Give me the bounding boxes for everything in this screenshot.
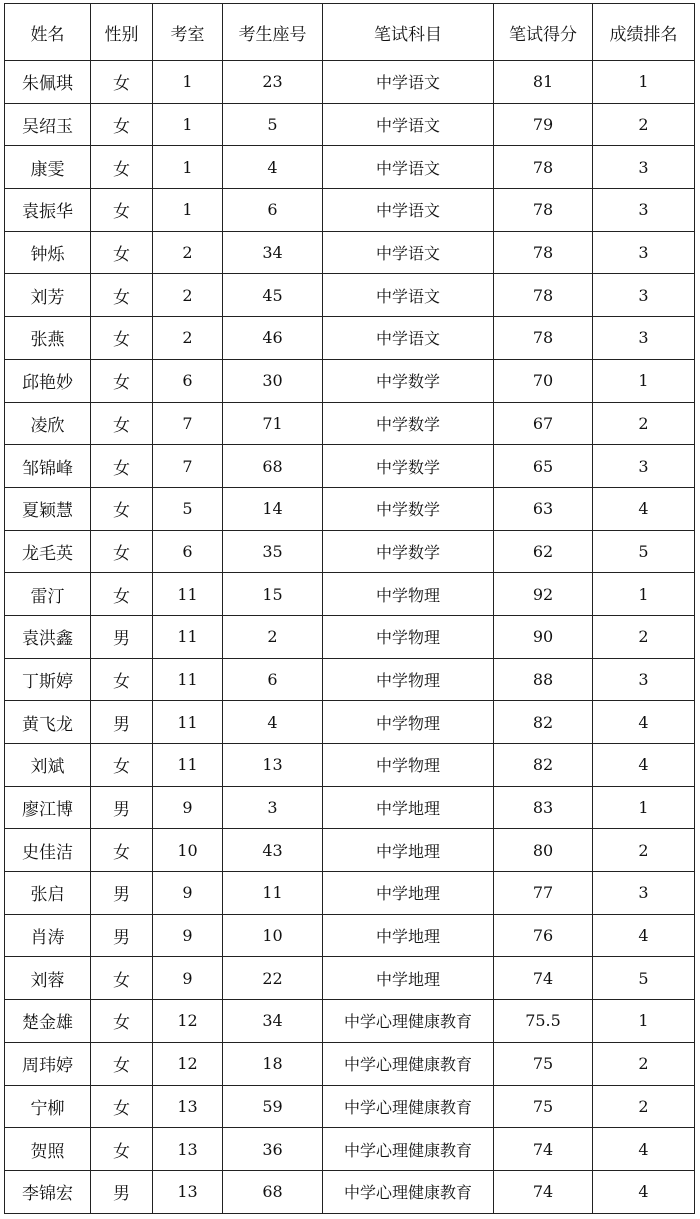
table-row bbox=[5, 317, 695, 360]
cell-gender: 女 bbox=[91, 402, 153, 445]
cell-gender: 女 bbox=[91, 1042, 153, 1085]
cell-subject: 中学心理健康教育 bbox=[323, 1042, 494, 1085]
cell-score: 78 bbox=[494, 231, 593, 274]
cell-rank: 4 bbox=[593, 487, 695, 530]
cell-subject: 中学心理健康教育 bbox=[323, 1170, 494, 1213]
cell-subject: 中学物理 bbox=[323, 701, 494, 744]
header-name: 姓名 bbox=[5, 4, 91, 61]
cell-subject: 中学地理 bbox=[323, 786, 494, 829]
cell-exam-room: 2 bbox=[153, 317, 223, 360]
cell-exam-room: 9 bbox=[153, 914, 223, 957]
table-row bbox=[5, 445, 695, 488]
table-row bbox=[5, 957, 695, 1000]
cell-seat-number: 11 bbox=[223, 872, 323, 915]
cell-seat-number: 46 bbox=[223, 317, 323, 360]
cell-exam-room: 7 bbox=[153, 445, 223, 488]
cell-subject: 中学语文 bbox=[323, 231, 494, 274]
table-row bbox=[5, 274, 695, 317]
cell-gender: 女 bbox=[91, 530, 153, 573]
cell-score: 74 bbox=[494, 957, 593, 1000]
cell-name: 刘蓉 bbox=[5, 957, 91, 1000]
cell-exam-room: 13 bbox=[153, 1128, 223, 1171]
cell-rank: 5 bbox=[593, 530, 695, 573]
cell-exam-room: 5 bbox=[153, 487, 223, 530]
cell-name: 朱佩琪 bbox=[5, 61, 91, 104]
cell-exam-room: 11 bbox=[153, 615, 223, 658]
cell-exam-room: 9 bbox=[153, 957, 223, 1000]
cell-name: 史佳洁 bbox=[5, 829, 91, 872]
cell-name: 廖江博 bbox=[5, 786, 91, 829]
cell-name: 丁斯婷 bbox=[5, 658, 91, 701]
header-gender: 性别 bbox=[91, 4, 153, 61]
cell-gender: 女 bbox=[91, 573, 153, 616]
table-row bbox=[5, 103, 695, 146]
cell-name: 康雯 bbox=[5, 146, 91, 189]
cell-exam-room: 2 bbox=[153, 274, 223, 317]
cell-name: 钟烁 bbox=[5, 231, 91, 274]
cell-subject: 中学数学 bbox=[323, 359, 494, 402]
cell-gender: 女 bbox=[91, 445, 153, 488]
cell-name: 张启 bbox=[5, 872, 91, 915]
cell-score: 62 bbox=[494, 530, 593, 573]
cell-subject: 中学语文 bbox=[323, 61, 494, 104]
cell-rank: 2 bbox=[593, 829, 695, 872]
cell-seat-number: 2 bbox=[223, 615, 323, 658]
cell-gender: 女 bbox=[91, 274, 153, 317]
cell-seat-number: 6 bbox=[223, 658, 323, 701]
cell-seat-number: 18 bbox=[223, 1042, 323, 1085]
cell-subject: 中学数学 bbox=[323, 487, 494, 530]
table-row bbox=[5, 829, 695, 872]
table-row bbox=[5, 573, 695, 616]
cell-name: 李锦宏 bbox=[5, 1170, 91, 1213]
table-row bbox=[5, 914, 695, 957]
cell-rank: 2 bbox=[593, 1042, 695, 1085]
cell-seat-number: 6 bbox=[223, 189, 323, 232]
table-row bbox=[5, 786, 695, 829]
cell-exam-room: 6 bbox=[153, 530, 223, 573]
cell-rank: 4 bbox=[593, 1170, 695, 1213]
cell-exam-room: 1 bbox=[153, 61, 223, 104]
table-row bbox=[5, 658, 695, 701]
cell-name: 贺照 bbox=[5, 1128, 91, 1171]
cell-rank: 1 bbox=[593, 61, 695, 104]
cell-subject: 中学心理健康教育 bbox=[323, 1000, 494, 1043]
table-row bbox=[5, 189, 695, 232]
cell-rank: 4 bbox=[593, 744, 695, 787]
cell-score: 80 bbox=[494, 829, 593, 872]
cell-score: 79 bbox=[494, 103, 593, 146]
cell-gender: 女 bbox=[91, 231, 153, 274]
cell-rank: 3 bbox=[593, 231, 695, 274]
cell-rank: 1 bbox=[593, 573, 695, 616]
cell-seat-number: 23 bbox=[223, 61, 323, 104]
cell-name: 龙毛英 bbox=[5, 530, 91, 573]
cell-score: 77 bbox=[494, 872, 593, 915]
cell-name: 肖涛 bbox=[5, 914, 91, 957]
table-row bbox=[5, 1128, 695, 1171]
cell-exam-room: 1 bbox=[153, 146, 223, 189]
cell-rank: 5 bbox=[593, 957, 695, 1000]
cell-score: 81 bbox=[494, 61, 593, 104]
cell-score: 78 bbox=[494, 317, 593, 360]
cell-gender: 女 bbox=[91, 957, 153, 1000]
table-row bbox=[5, 1170, 695, 1213]
cell-gender: 女 bbox=[91, 189, 153, 232]
cell-seat-number: 36 bbox=[223, 1128, 323, 1171]
cell-subject: 中学心理健康教育 bbox=[323, 1085, 494, 1128]
cell-rank: 4 bbox=[593, 914, 695, 957]
cell-exam-room: 9 bbox=[153, 786, 223, 829]
cell-score: 82 bbox=[494, 744, 593, 787]
cell-name: 黄飞龙 bbox=[5, 701, 91, 744]
table-row bbox=[5, 146, 695, 189]
header-subject: 笔试科目 bbox=[323, 4, 494, 61]
cell-subject: 中学地理 bbox=[323, 914, 494, 957]
cell-score: 75 bbox=[494, 1042, 593, 1085]
cell-exam-room: 12 bbox=[153, 1000, 223, 1043]
cell-seat-number: 34 bbox=[223, 231, 323, 274]
table-row bbox=[5, 487, 695, 530]
cell-subject: 中学语文 bbox=[323, 103, 494, 146]
cell-score: 88 bbox=[494, 658, 593, 701]
cell-seat-number: 3 bbox=[223, 786, 323, 829]
cell-name: 刘斌 bbox=[5, 744, 91, 787]
cell-seat-number: 68 bbox=[223, 445, 323, 488]
cell-gender: 女 bbox=[91, 829, 153, 872]
cell-gender: 女 bbox=[91, 317, 153, 360]
cell-score: 82 bbox=[494, 701, 593, 744]
cell-seat-number: 22 bbox=[223, 957, 323, 1000]
cell-subject: 中学物理 bbox=[323, 615, 494, 658]
cell-gender: 男 bbox=[91, 872, 153, 915]
cell-rank: 3 bbox=[593, 274, 695, 317]
cell-exam-room: 11 bbox=[153, 658, 223, 701]
cell-seat-number: 43 bbox=[223, 829, 323, 872]
header-seat-number: 考生座号 bbox=[223, 4, 323, 61]
cell-exam-room: 1 bbox=[153, 189, 223, 232]
cell-seat-number: 45 bbox=[223, 274, 323, 317]
cell-subject: 中学数学 bbox=[323, 530, 494, 573]
cell-rank: 2 bbox=[593, 402, 695, 445]
cell-rank: 2 bbox=[593, 103, 695, 146]
header-exam-room: 考室 bbox=[153, 4, 223, 61]
cell-score: 78 bbox=[494, 274, 593, 317]
cell-score: 70 bbox=[494, 359, 593, 402]
cell-subject: 中学语文 bbox=[323, 274, 494, 317]
cell-gender: 女 bbox=[91, 103, 153, 146]
cell-gender: 女 bbox=[91, 359, 153, 402]
cell-seat-number: 68 bbox=[223, 1170, 323, 1213]
table-row bbox=[5, 1085, 695, 1128]
cell-gender: 男 bbox=[91, 615, 153, 658]
header-rank: 成绩排名 bbox=[593, 4, 695, 61]
cell-seat-number: 30 bbox=[223, 359, 323, 402]
cell-name: 邹锦峰 bbox=[5, 445, 91, 488]
cell-name: 宁柳 bbox=[5, 1085, 91, 1128]
cell-subject: 中学物理 bbox=[323, 744, 494, 787]
cell-gender: 女 bbox=[91, 1000, 153, 1043]
cell-score: 75 bbox=[494, 1085, 593, 1128]
cell-exam-room: 2 bbox=[153, 231, 223, 274]
cell-name: 雷汀 bbox=[5, 573, 91, 616]
cell-score: 67 bbox=[494, 402, 593, 445]
table-row bbox=[5, 1042, 695, 1085]
cell-gender: 男 bbox=[91, 914, 153, 957]
table-body bbox=[5, 61, 695, 1214]
cell-name: 凌欣 bbox=[5, 402, 91, 445]
cell-subject: 中学地理 bbox=[323, 957, 494, 1000]
cell-gender: 女 bbox=[91, 1128, 153, 1171]
cell-rank: 1 bbox=[593, 1000, 695, 1043]
cell-gender: 女 bbox=[91, 146, 153, 189]
cell-seat-number: 34 bbox=[223, 1000, 323, 1043]
cell-name: 张燕 bbox=[5, 317, 91, 360]
cell-gender: 女 bbox=[91, 1085, 153, 1128]
cell-exam-room: 7 bbox=[153, 402, 223, 445]
table-row bbox=[5, 61, 695, 104]
cell-name: 楚金雄 bbox=[5, 1000, 91, 1043]
table-row bbox=[5, 530, 695, 573]
header-row bbox=[5, 4, 695, 61]
table-row bbox=[5, 744, 695, 787]
cell-gender: 男 bbox=[91, 701, 153, 744]
cell-gender: 女 bbox=[91, 61, 153, 104]
cell-name: 吴绍玉 bbox=[5, 103, 91, 146]
cell-score: 92 bbox=[494, 573, 593, 616]
table-row bbox=[5, 615, 695, 658]
cell-name: 邱艳妙 bbox=[5, 359, 91, 402]
cell-rank: 3 bbox=[593, 658, 695, 701]
cell-subject: 中学语文 bbox=[323, 317, 494, 360]
cell-exam-room: 11 bbox=[153, 573, 223, 616]
cell-score: 78 bbox=[494, 146, 593, 189]
table-row bbox=[5, 231, 695, 274]
cell-rank: 4 bbox=[593, 1128, 695, 1171]
cell-score: 78 bbox=[494, 189, 593, 232]
cell-subject: 中学数学 bbox=[323, 445, 494, 488]
table-row bbox=[5, 872, 695, 915]
cell-gender: 男 bbox=[91, 786, 153, 829]
table-row bbox=[5, 402, 695, 445]
cell-score: 76 bbox=[494, 914, 593, 957]
cell-rank: 1 bbox=[593, 786, 695, 829]
cell-subject: 中学地理 bbox=[323, 829, 494, 872]
cell-subject: 中学心理健康教育 bbox=[323, 1128, 494, 1171]
cell-subject: 中学地理 bbox=[323, 872, 494, 915]
cell-rank: 3 bbox=[593, 872, 695, 915]
cell-name: 袁振华 bbox=[5, 189, 91, 232]
cell-seat-number: 13 bbox=[223, 744, 323, 787]
cell-rank: 4 bbox=[593, 701, 695, 744]
table-row bbox=[5, 701, 695, 744]
cell-name: 周玮婷 bbox=[5, 1042, 91, 1085]
cell-rank: 1 bbox=[593, 359, 695, 402]
cell-subject: 中学数学 bbox=[323, 402, 494, 445]
cell-score: 75.5 bbox=[494, 1000, 593, 1043]
cell-seat-number: 35 bbox=[223, 530, 323, 573]
cell-seat-number: 4 bbox=[223, 146, 323, 189]
cell-score: 65 bbox=[494, 445, 593, 488]
cell-subject: 中学物理 bbox=[323, 573, 494, 616]
cell-rank: 3 bbox=[593, 189, 695, 232]
cell-exam-room: 6 bbox=[153, 359, 223, 402]
header-score: 笔试得分 bbox=[494, 4, 593, 61]
cell-name: 袁洪鑫 bbox=[5, 615, 91, 658]
cell-rank: 3 bbox=[593, 445, 695, 488]
cell-score: 74 bbox=[494, 1128, 593, 1171]
cell-subject: 中学语文 bbox=[323, 189, 494, 232]
cell-score: 83 bbox=[494, 786, 593, 829]
cell-gender: 女 bbox=[91, 487, 153, 530]
cell-gender: 女 bbox=[91, 658, 153, 701]
cell-exam-room: 1 bbox=[153, 103, 223, 146]
cell-gender: 女 bbox=[91, 744, 153, 787]
cell-seat-number: 5 bbox=[223, 103, 323, 146]
cell-exam-room: 12 bbox=[153, 1042, 223, 1085]
cell-seat-number: 71 bbox=[223, 402, 323, 445]
cell-exam-room: 11 bbox=[153, 701, 223, 744]
cell-name: 夏颖慧 bbox=[5, 487, 91, 530]
table-row bbox=[5, 1000, 695, 1043]
cell-seat-number: 10 bbox=[223, 914, 323, 957]
cell-rank: 3 bbox=[593, 146, 695, 189]
cell-exam-room: 11 bbox=[153, 744, 223, 787]
cell-rank: 2 bbox=[593, 615, 695, 658]
cell-subject: 中学语文 bbox=[323, 146, 494, 189]
cell-exam-room: 10 bbox=[153, 829, 223, 872]
cell-seat-number: 15 bbox=[223, 573, 323, 616]
cell-seat-number: 14 bbox=[223, 487, 323, 530]
cell-rank: 3 bbox=[593, 317, 695, 360]
table-row bbox=[5, 359, 695, 402]
cell-score: 90 bbox=[494, 615, 593, 658]
cell-seat-number: 4 bbox=[223, 701, 323, 744]
cell-subject: 中学物理 bbox=[323, 658, 494, 701]
cell-gender: 男 bbox=[91, 1170, 153, 1213]
cell-exam-room: 9 bbox=[153, 872, 223, 915]
cell-score: 74 bbox=[494, 1170, 593, 1213]
cell-seat-number: 59 bbox=[223, 1085, 323, 1128]
cell-name: 刘芳 bbox=[5, 274, 91, 317]
score-table bbox=[4, 3, 695, 1214]
cell-rank: 2 bbox=[593, 1085, 695, 1128]
cell-score: 63 bbox=[494, 487, 593, 530]
cell-exam-room: 13 bbox=[153, 1170, 223, 1213]
cell-exam-room: 13 bbox=[153, 1085, 223, 1128]
